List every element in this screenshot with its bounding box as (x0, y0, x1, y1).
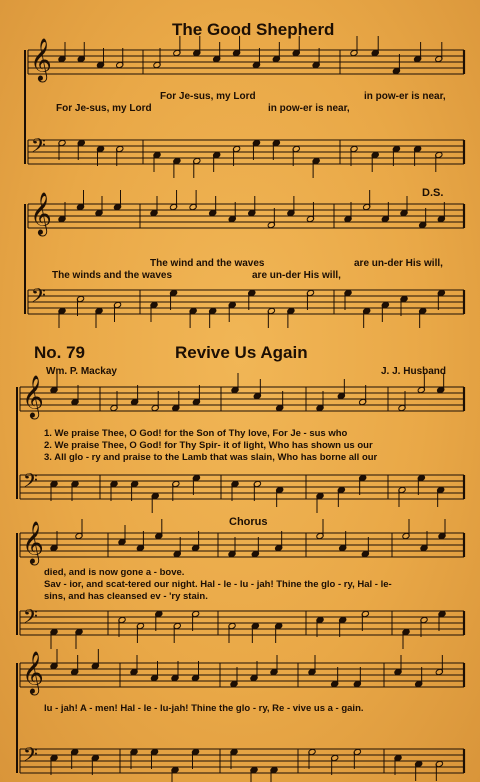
bass-clef-icon: 𝄢 (23, 744, 38, 771)
music-credit: J. J. Husband (381, 366, 447, 377)
line2-verse-2: Sav - ior, and scat-tered our night. Hal - le - lu - jah! Thine the glo - ry, Hal - le- (44, 579, 392, 590)
bass-clef-icon: 𝄢 (23, 470, 38, 497)
lyric-line: are un-der His will, (354, 258, 443, 269)
line2-verse-3: sins, and has cleansed ev - 'ry stain. (44, 591, 208, 602)
treble-clef-icon: 𝄞 (30, 190, 52, 235)
verse-3-line: 3. All glo - ry and praise to the Lamb that was slain, Who has borne all our (44, 452, 378, 463)
treble-clef-icon: 𝄞 (22, 649, 44, 694)
verse-1-line: 1. We praise Thee, O God! for the Son of Thy love, For Je - sus who (44, 428, 348, 439)
lyric-line: in pow-er is near, (364, 91, 446, 102)
words-credit: Wm. P. Mackay (46, 366, 117, 377)
line3-refrain: lu - jah! A - men! Hal - le - lu-jah! Thine the glo - ry, Re - vive us a - gain. (44, 703, 364, 714)
hymn-title-revive-us-again: Revive Us Again (175, 343, 308, 362)
chorus-label: Chorus (229, 516, 268, 528)
lyric-line: are un-der His will, (252, 270, 341, 281)
hymn-title-good-shepherd: The Good Shepherd (172, 20, 335, 39)
line2-verse-1: died, and is now gone a - bove. (44, 567, 185, 578)
treble-clef-icon: 𝄞 (30, 36, 52, 81)
treble-clef-icon: 𝄞 (22, 519, 44, 564)
hymn-number: No. 79 (34, 343, 86, 362)
bass-clef-icon: 𝄢 (31, 135, 46, 162)
lyric-line: in pow-er is near, (268, 103, 350, 114)
lyric-line: For Je-sus, my Lord (160, 91, 256, 102)
lyric-line: For Je-sus, my Lord (56, 103, 152, 114)
bass-clef-icon: 𝄢 (23, 606, 38, 633)
bass-clef-icon: 𝄢 (31, 285, 46, 312)
verse-2-line: 2. We praise Thee, O God! for Thy Spir- it of light, Who has shown us our (44, 440, 373, 451)
lyric-line: The winds and the waves (52, 270, 173, 281)
treble-clef-icon: 𝄞 (22, 373, 44, 418)
lyric-line: The wind and the waves (150, 258, 265, 269)
dal-segno-mark: D.S. (422, 187, 444, 199)
